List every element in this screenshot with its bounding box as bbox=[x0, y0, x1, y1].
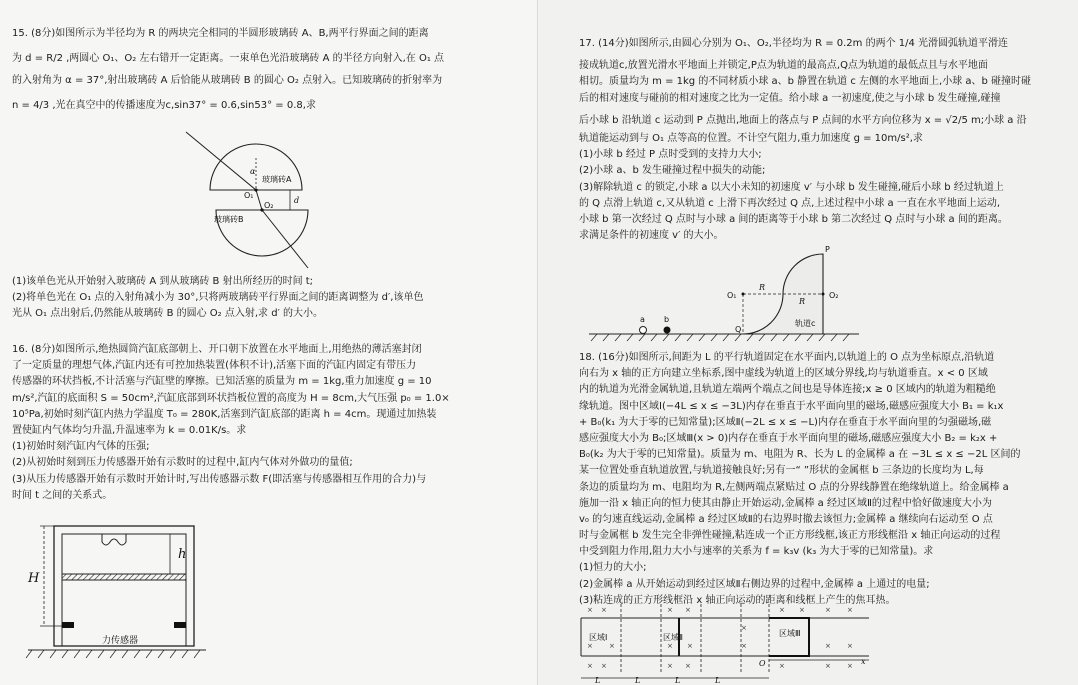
q15-line-2: 为 d = R/2 ,两圆心 O₁、O₂ 左右错开一定距离。一束单色光沿玻璃砖 A 的半径方向射入,在 O₁ 点 bbox=[12, 53, 445, 65]
piston bbox=[62, 574, 186, 580]
region-2-label: 区域Ⅱ bbox=[663, 633, 683, 642]
q16-line-3: 传感器的环状挡板,不计活塞与汽缸壁的摩擦。已知活塞的质量为 m = 1kg,重力加速度 g = 10 bbox=[12, 376, 432, 388]
q17-line-10: 的 Q 点滑上轨道 c,又从轨道 c 上滑下再次经过 Q 点,上述过程中小球 a 一直在水平地面上运动, bbox=[579, 197, 1001, 209]
q17-figure bbox=[589, 242, 869, 342]
label-o2: O₂ bbox=[829, 291, 839, 300]
q17-line-1: 17. (14分)如图所示,由圆心分别为 O₁、O₂,半径均为 R = 0.2m 的两个 1/4 光滑圆弧轨道平滑连 bbox=[579, 38, 1009, 49]
svg-text:×: × bbox=[825, 642, 831, 650]
q18-line-7: B₀(k₂ 为大于零的已知常量)。质量为 m、电阻为 R、长为 L 的金属棒 a 在 −3L ≤ x ≤ −2L 区间的 bbox=[579, 449, 1021, 461]
q18-line-14: (1)恒力的大小; bbox=[579, 562, 647, 574]
refracted-ray bbox=[256, 190, 262, 210]
q15-line-3: 的入射角为 α = 37°,射出玻璃砖 A 后恰能从玻璃砖 B 的圆心 O₂ 点射入。已知玻璃砖的折射率为 bbox=[12, 75, 443, 87]
q17-line-8: (2)小球 a、b 发生碰撞过程中损失的动能; bbox=[579, 165, 766, 177]
d-label: d bbox=[294, 196, 300, 205]
svg-text:×: × bbox=[685, 606, 691, 614]
q17-line-11: 小球 b 第一次经过 Q 点时与小球 a 间的距离等于小球 b 第二次经过 Q 点时与小球 a 间的距离。 bbox=[579, 213, 1008, 225]
q15-subquestions bbox=[12, 274, 532, 323]
left-column bbox=[0, 0, 538, 685]
heater-coil bbox=[102, 534, 126, 545]
q18-line-8: 某一位置处垂直轨道放置,与轨道接触良好;另有一“ ”形状的金属框 b 三条边的长度均为 L,每 bbox=[579, 465, 984, 477]
q18-line-2: 向右为 x 轴的正方向建立坐标系,图中虚线为轨道上的区域分界线,均与轨道垂直。x < 0 区域 bbox=[579, 368, 988, 380]
question-15 bbox=[12, 26, 532, 114]
svg-text:×: × bbox=[601, 662, 607, 670]
svg-text:×: × bbox=[847, 606, 853, 614]
q18-line-3: 内的轨道为光滑金属轨道,且轨道左端两个端点之间也是导体连接;x ≥ 0 区域内的轨道为粗糙绝 bbox=[579, 384, 996, 396]
q16-sub-3: (3)从压力传感器开始有示数时开始计时,写出传感器示数 F(即活塞与传感器相互作用的合力)与 bbox=[12, 473, 427, 485]
label-P: P bbox=[825, 245, 830, 254]
q17-line-2: 接成轨道c,放置光滑水平地面上并锁定,P点为轨道的最高点,Q点为轨道的最低点且与水平地面 bbox=[579, 60, 988, 72]
q18-line-11: v₀ 的匀速直线运动,金属棒 a 经过区域Ⅱ的右边界时撤去该恒力;金属棒 a 继续向右运动至 O 点 bbox=[579, 513, 993, 525]
q16-line-1: 16. (8分)如图所示,绝热圆筒汽缸底部朝上、开口朝下放置在水平地面上,用绝热的薄活塞封闭 bbox=[12, 344, 422, 355]
question-17 bbox=[579, 36, 1074, 244]
label-R2: R bbox=[799, 297, 806, 306]
L-label-1: L bbox=[595, 676, 601, 685]
q18-figure bbox=[579, 600, 879, 685]
q16-sub-4: 时间 t 之间的关系式。 bbox=[12, 489, 113, 501]
svg-text:×: × bbox=[587, 642, 593, 650]
x-axis-label: x bbox=[861, 657, 866, 666]
svg-text:×: × bbox=[609, 642, 615, 650]
svg-text:×: × bbox=[667, 606, 673, 614]
svg-text:×: × bbox=[687, 642, 693, 650]
L-label-3: L bbox=[675, 676, 681, 685]
q16-figure bbox=[20, 518, 210, 678]
q17-line-7: (1)小球 b 经过 P 点时受到的支持力大小; bbox=[579, 149, 762, 161]
q15-sub-3: 光从 O₁ 点出射后,仍然能从玻璃砖 B 的圆心 O₂ 点入射,求 d′ 的大小。 bbox=[12, 308, 324, 320]
q16-sub-1: (1)初始时刻汽缸内气体的压强; bbox=[12, 441, 150, 453]
q18-line-15: (2)金属棒 a 从开始运动到经过区域Ⅱ右侧边界的过程中,金属棒 a 上通过的电量; bbox=[579, 578, 930, 590]
q18-line-16: (3)粘连成的正方形线框沿 x 轴正向运动的距离和线框上产生的焦耳热。 bbox=[579, 594, 896, 606]
svg-text:×: × bbox=[741, 624, 747, 632]
q18-line-13: 中受到阻力作用,阻力大小与速率的关系为 f = k₃v (k₃ 为大于零的已知常量)。求 bbox=[579, 546, 934, 558]
question-16 bbox=[12, 342, 532, 504]
ball-a bbox=[640, 327, 647, 334]
svg-text:×: × bbox=[667, 662, 673, 670]
sensor-right bbox=[174, 622, 186, 628]
q15-sub-1: (1)该单色光从开始射入玻璃砖 A 到从玻璃砖 B 射出所经历的时间 t; bbox=[12, 276, 314, 287]
q18-line-1: 18. (16分)如图所示,间距为 L 的平行轨道固定在水平面内,以轨道上的 O 点为坐标原点,沿轨道 bbox=[579, 352, 995, 363]
origin-label: O bbox=[759, 659, 766, 668]
svg-text:×: × bbox=[825, 606, 831, 614]
ball-b bbox=[664, 327, 671, 334]
svg-text:×: × bbox=[601, 606, 607, 614]
svg-text:×: × bbox=[587, 662, 593, 670]
q17-line-3: 相切。质量均为 m = 1kg 的不同材质小球 a、b 静置在轨道 c 左侧的水平地面上,小球 a、b 碰撞时碰 bbox=[579, 76, 1032, 88]
alpha-label: α bbox=[250, 167, 256, 176]
L-label-2: L bbox=[635, 676, 641, 685]
question-18 bbox=[579, 350, 1074, 609]
q16-line-5: 10⁵Pa,初始时刻汽缸内热力学温度 T₀ = 280K,活塞到汽缸底部的距离 h = 4cm。现通过加热装 bbox=[12, 408, 437, 420]
brick-b-label: 玻璃砖B bbox=[214, 215, 244, 224]
q18-line-4: 缘轨道。图中区域Ⅰ(−4L ≤ x ≤ −3L)内存在垂直于水平面向里的磁场,磁感应强度大小 B₁ = k₁x bbox=[579, 400, 1004, 412]
svg-text:×: × bbox=[587, 606, 593, 614]
q18-line-9: 条边的质量均为 m、电阻均为 R,左侧两端点紧贴过 O 点的分界线静置在绝缘轨道上。给金属棒 a bbox=[579, 481, 1009, 493]
q16-line-6: 置使缸内气体均匀升温,升温速率为 k = 0.01K/s。求 bbox=[12, 424, 247, 436]
svg-text:×: × bbox=[685, 662, 691, 670]
ray-in-b bbox=[262, 210, 308, 268]
q16-sub-2: (2)从初始时刻到压力传感器开始有示数时的过程中,缸内气体对外做功的量值; bbox=[12, 457, 353, 469]
q18-line-12: 时与金属框 b 发生完全非弹性碰撞,粘连成一个正方形线框,该正方形线框沿 x 轴正向运动的过程 bbox=[579, 530, 1001, 542]
svg-text:×: × bbox=[847, 642, 853, 650]
q16-line-2: 了一定质量的理想气体,汽缸内还有可控加热装置(体积不计),活塞下面的汽缸内固定有带压力 bbox=[12, 360, 417, 372]
svg-text:×: × bbox=[825, 662, 831, 670]
q15-line-1: 15. (8分)如图所示为半径均为 R 的两块完全相同的半圆形玻璃砖 A、B,两平行界面之间的距离 bbox=[12, 28, 429, 39]
o2-label: O₂ bbox=[264, 201, 274, 210]
label-Q: Q bbox=[735, 325, 742, 334]
label-b: b bbox=[664, 315, 670, 324]
sensor-label: 力传感器 bbox=[102, 636, 139, 646]
right-column bbox=[539, 0, 1078, 685]
q18-line-6: 感应强度大小为 B₀;区域Ⅲ(x > 0)内存在垂直于水平面向里的磁场,磁感应强度大小 B₂ = k₂x + bbox=[579, 432, 998, 444]
q16-line-4: m/s²,汽缸的底面积 S = 50cm²,汽缸底部到环状挡板位置的高度为 H = 8cm,大气压强 p₀ = 1.0× bbox=[12, 392, 450, 404]
svg-text:×: × bbox=[779, 606, 785, 614]
sensor-left bbox=[62, 622, 74, 628]
brick-a-label: 玻璃砖A bbox=[262, 175, 292, 184]
H-label: H bbox=[28, 571, 40, 586]
q17-line-12: 求满足条件的初速度 v′ 的大小。 bbox=[579, 230, 724, 242]
q17-line-4: 后的相对速度与碰前的相对速度之比为一定值。给小球 a 一初速度,使之与小球 b 发生碰撞,碰撞 bbox=[579, 92, 1001, 104]
q17-line-6: 轨道能运动到与 O₁ 点等高的位置。不计空气阻力,重力加速度 g = 10m/s²,求 bbox=[579, 132, 923, 144]
svg-text:×: × bbox=[779, 662, 785, 670]
q18-line-5: + B₀(k₁ 为大于零的已知常量);区域Ⅱ(−2L ≤ x ≤ −L)内存在垂直于水平面向里的匀强磁场,磁 bbox=[579, 416, 992, 428]
label-R1: R bbox=[759, 283, 766, 292]
label-a: a bbox=[640, 315, 645, 324]
q18-line-10: 施加一沿 x 轴正向的恒力使其由静止开始运动,金属棒 a 经过区域Ⅱ的过程中恰好做速度大小为 bbox=[579, 497, 992, 509]
label-o1: O₁ bbox=[727, 291, 737, 300]
region-1-label: 区域Ⅰ bbox=[589, 633, 608, 642]
q15-line-4: n = 4/3 ,光在真空中的传播速度为c,sin37° = 0.6,sin53° = 0.8,求 bbox=[12, 99, 316, 111]
label-track: 轨道c bbox=[795, 319, 816, 328]
q17-line-9: (3)解除轨道 c 的锁定,小球 a 以大小未知的初速度 v′ 与小球 b 发生碰撞,碰后小球 b 经过轨道上 bbox=[579, 181, 1004, 193]
svg-text:×: × bbox=[667, 642, 673, 650]
h-label: h bbox=[178, 547, 187, 562]
L-label-4: L bbox=[715, 676, 721, 685]
svg-text:×: × bbox=[741, 642, 747, 650]
q17-line-5: 后小球 b 沿轨道 c 运动到 P 点抛出,地面上的落点与 P 点间的水平方向位移为 x = √2/5 m;小球 a 沿 bbox=[579, 114, 1027, 126]
q15-figure bbox=[180, 128, 330, 278]
q15-sub-2: (2)将单色光在 O₁ 点的入射角减小为 30°,只将两玻璃砖平行界面之间的距离调整为 d′,该单色 bbox=[12, 292, 424, 304]
svg-text:×: × bbox=[847, 662, 853, 670]
o1-label: O₁ bbox=[244, 191, 254, 200]
svg-text:×: × bbox=[799, 606, 805, 614]
cylinder-inner bbox=[62, 534, 186, 646]
region-3-label: 区域Ⅲ bbox=[779, 629, 801, 638]
incident-ray bbox=[186, 132, 256, 190]
